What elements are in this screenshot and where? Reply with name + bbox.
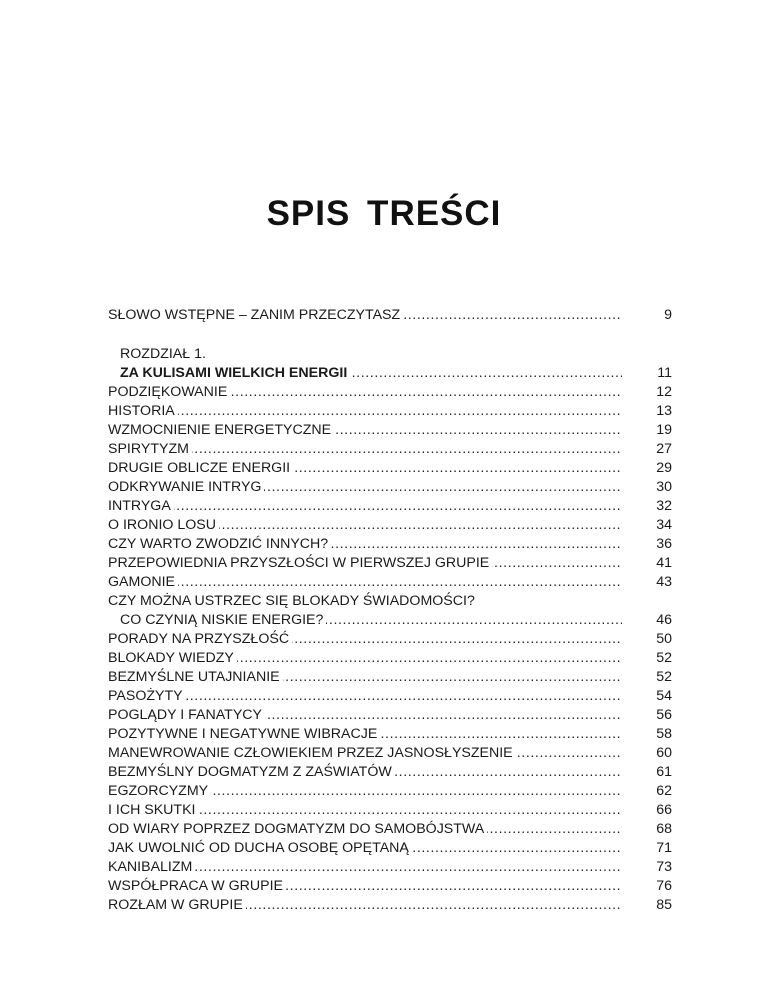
toc-entry-page: 58 bbox=[656, 726, 672, 742]
toc-entry bbox=[108, 421, 672, 440]
chapter-title: ZA KULISAMI WIELKICH ENERGII bbox=[120, 365, 350, 381]
toc-entry-label: PORADY NA PRZYSZŁOŚĆ bbox=[108, 631, 292, 647]
toc-entry-page: 30 bbox=[656, 479, 672, 495]
toc-entry-label: ROZŁAM W GRUPIE bbox=[108, 897, 246, 913]
toc-entry-page: 73 bbox=[656, 859, 672, 875]
chapter-heading bbox=[108, 345, 672, 364]
toc-entry-label: KANIBALIZM bbox=[108, 859, 195, 875]
toc-entry-label: DRUGIE OBLICZE ENERGII bbox=[108, 460, 293, 476]
toc-entry-label: MANEWROWANIE CZŁOWIEKIEM PRZEZ JASNOSŁYSZENIE bbox=[108, 745, 516, 761]
toc-entry bbox=[108, 687, 672, 706]
toc-entry bbox=[108, 782, 672, 801]
toc-entry-page: 9 bbox=[664, 307, 672, 323]
toc-entry-page: 43 bbox=[656, 574, 672, 590]
toc-entry bbox=[108, 516, 672, 535]
toc-entry-page: 19 bbox=[656, 422, 672, 438]
toc-entry bbox=[108, 820, 672, 839]
toc-entry bbox=[108, 858, 672, 877]
toc-entry bbox=[108, 497, 672, 516]
toc-entry bbox=[108, 801, 672, 820]
toc-entry-label: PODZIĘKOWANIE bbox=[108, 384, 230, 400]
toc-entry-label: O IRONIO LOSU bbox=[108, 517, 219, 533]
toc-entry bbox=[108, 554, 672, 573]
toc-entry bbox=[108, 744, 672, 763]
toc-entry-label: WSPÓŁPRACA W GRUPIE bbox=[108, 878, 286, 894]
toc-entry-page: 60 bbox=[656, 745, 672, 761]
toc-entry-label: OD WIARY POPRZEZ DOGMATYZM DO SAMOBÓJSTWA bbox=[108, 821, 487, 837]
toc-entry-label: GAMONIE bbox=[108, 574, 178, 590]
toc-entry bbox=[108, 535, 672, 554]
toc-entry-page: 46 bbox=[656, 612, 672, 628]
toc-entry-page: 52 bbox=[656, 650, 672, 666]
toc-entry-page: 85 bbox=[656, 897, 672, 913]
toc-entry bbox=[108, 839, 672, 858]
toc-entry bbox=[108, 478, 672, 497]
toc-entry bbox=[108, 611, 672, 630]
toc-entry-label: PASOŻYTY bbox=[108, 688, 186, 704]
toc-entry-label: JAK UWOLNIĆ OD DUCHA OSOBĘ OPĘTANĄ bbox=[108, 840, 412, 856]
toc-entry-label: SŁOWO WSTĘPNE – ZANIM PRZECZYTASZ bbox=[108, 307, 403, 323]
toc-entry-label: EGZORCYZMY bbox=[108, 783, 211, 799]
toc-entry-page: 11 bbox=[657, 365, 672, 381]
toc-entry-page: 34 bbox=[656, 517, 672, 533]
toc-entry-page: 62 bbox=[656, 783, 672, 799]
toc-entry-label: SPIRYTYZM bbox=[108, 441, 192, 457]
toc-entry-page: 36 bbox=[656, 536, 672, 552]
toc-entry bbox=[108, 763, 672, 782]
toc-entry-page: 71 bbox=[656, 840, 672, 856]
toc-entry-page: 54 bbox=[656, 688, 672, 704]
toc-entry-page: 41 bbox=[656, 555, 672, 571]
toc-entry-page: 61 bbox=[656, 764, 672, 780]
chapter-number: ROZDZIAŁ 1. bbox=[120, 346, 209, 362]
toc-entry bbox=[108, 725, 672, 744]
toc-entry bbox=[108, 649, 672, 668]
toc-entry bbox=[108, 402, 672, 421]
toc-entry bbox=[108, 573, 672, 592]
toc-entry-page: 13 bbox=[656, 403, 672, 419]
table-of-contents bbox=[108, 306, 672, 915]
toc-entry bbox=[108, 306, 672, 325]
toc-entry-page: 66 bbox=[656, 802, 672, 818]
toc-entry bbox=[108, 459, 672, 478]
toc-entry-page: 52 bbox=[656, 669, 672, 685]
toc-entry bbox=[108, 896, 672, 915]
toc-entry bbox=[108, 630, 672, 649]
toc-entry-page: 32 bbox=[656, 498, 672, 514]
toc-entry-label: BLOKADY WIEDZY bbox=[108, 650, 237, 666]
toc-entry-label: CZY MOŻNA USTRZEC SIĘ BLOKADY ŚWIADOMOŚCI? bbox=[108, 593, 478, 609]
toc-entry-page: 27 bbox=[656, 441, 672, 457]
toc-entry bbox=[108, 383, 672, 402]
toc-entry-label: BEZMYŚLNE UTAJNIANIE bbox=[108, 669, 283, 685]
toc-entry-page: 68 bbox=[656, 821, 672, 837]
toc-entry-page: 29 bbox=[656, 460, 672, 476]
toc-entry-label: I ICH SKUTKI bbox=[108, 802, 199, 818]
toc-entry-label: HISTORIA bbox=[108, 403, 178, 419]
toc-entry bbox=[108, 706, 672, 725]
toc-entry-label: CO CZYNIĄ NISKIE ENERGIE? bbox=[120, 612, 326, 628]
toc-entry-page: 56 bbox=[656, 707, 672, 723]
toc-entry-label: PRZEPOWIEDNIA PRZYSZŁOŚCI W PIERWSZEJ GRUPIE bbox=[108, 555, 492, 571]
toc-entry-label: ODKRYWANIE INTRYG bbox=[108, 479, 264, 495]
toc-entry-label: CZY WARTO ZWODZIĆ INNYCH? bbox=[108, 536, 331, 552]
toc-entry bbox=[108, 364, 672, 383]
toc-entry-label: POZYTYWNE I NEGATYWNE WIBRACJE bbox=[108, 726, 380, 742]
toc-entry-page: 12 bbox=[656, 384, 672, 400]
toc-entry bbox=[108, 592, 672, 611]
toc-entry-label: BEZMYŚLNY DOGMATYZM Z ZAŚWIATÓW bbox=[108, 764, 395, 780]
page-title: SPIS TREŚCI bbox=[266, 194, 502, 233]
toc-entry-label: POGLĄDY I FANATYCY bbox=[108, 707, 265, 723]
toc-entry-page: 50 bbox=[656, 631, 672, 647]
toc-entry bbox=[108, 668, 672, 687]
toc-entry bbox=[108, 440, 672, 459]
toc-entry-label: INTRYGA bbox=[108, 498, 174, 514]
toc-entry bbox=[108, 877, 672, 896]
toc-entry-label: WZMOCNIENIE ENERGETYCZNE bbox=[108, 422, 334, 438]
toc-entry-page: 76 bbox=[656, 878, 672, 894]
